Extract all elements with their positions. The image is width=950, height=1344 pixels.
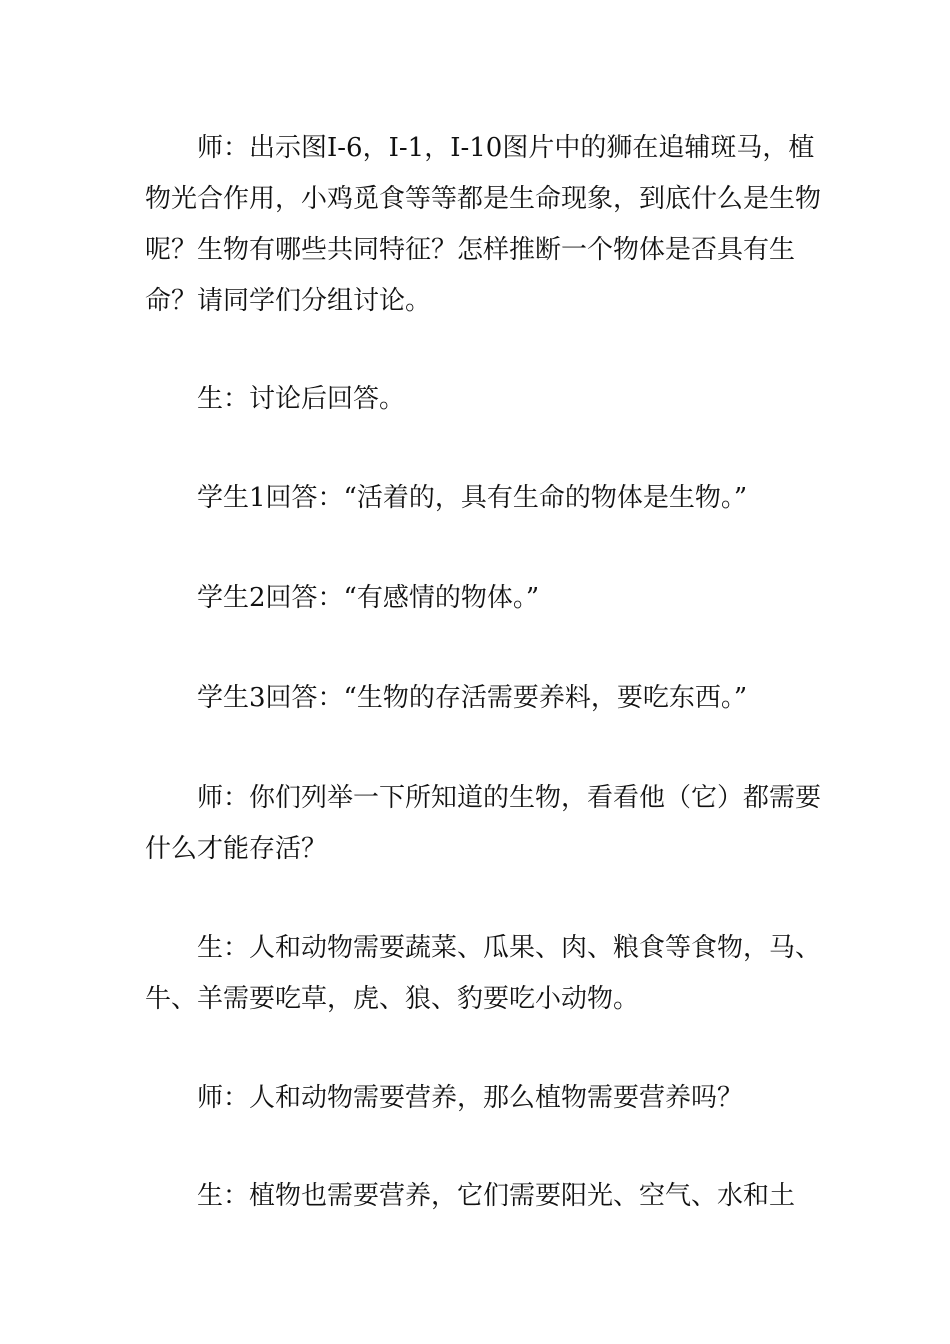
paragraph-student-plants-answer: 生：植物也需要营养，它们需要阳光、空气、水和土 (197, 1181, 796, 1211)
paragraph-teacher-intro: 师：出示图I-6，I-1，I-10图片中的狮在追辅斑马，植物光合作用，小鸡觅食等等都是生命现象，到底什么是生物呢？生物有哪些共同特征？怎样推断一个物体是否具有生命？请同学们分组讨论。 (145, 133, 822, 316)
paragraph-student-discussion: 生：讨论后回答。 (197, 384, 406, 414)
paragraph-student-2-answer: 学生2回答：“有感情的物体。” (197, 583, 540, 613)
paragraph-student-3-answer: 学生3回答：“生物的存活需要养料，要吃东西。” (197, 683, 748, 713)
paragraph-teacher-question-survival: 师：你们列举一下所知道的生物，看看他（它）都需要什么才能存活？ (145, 783, 822, 864)
paragraph-student-1-answer: 学生1回答：“活着的，具有生命的物体是生物。” (197, 483, 748, 513)
paragraph-student-food-answer: 生：人和动物需要蔬菜、瓜果、肉、粮食等食物，马、牛、羊需要吃草，虎、狼、豹要吃小动物。 (145, 933, 822, 1014)
paragraph-teacher-question-plants: 师：人和动物需要营养，那么植物需要营养吗？ (197, 1083, 744, 1113)
